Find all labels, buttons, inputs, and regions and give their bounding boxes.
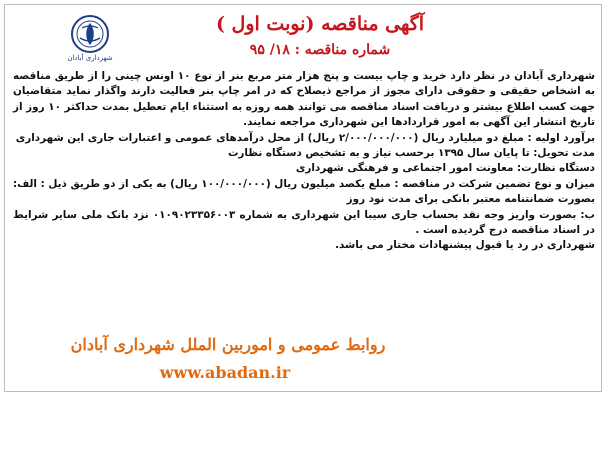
rights-reserved: شهرداری در رد یا قبول پیشنهادات مختار می باشد. [335, 239, 595, 252]
initial-estimate: برآورد اولیه : مبلغ دو میلیارد ریال (۲/۰۰۰/۰۰۰/۰۰۰ ریال) از محل درآمدهای عمومی و اعتبارات جاری این شهرداری [15, 131, 595, 144]
municipality-logo [59, 14, 121, 70]
intro-paragraph: شهرداری آبادان در نظر دارد خرید و چاپ بیست و پنج هزار متر مربع بنر از نوع ۱۰ اونس چینی را از طریق مناقصه به اشخاص حقیقی و حقوقی دارای مجوز از مراجع ذیصلاح که در امر چاپ بنر فعالیت دارند واگذار نماید متقاضیان جهت کسب اطلاع بیشتر و دریافت اسناد مناقصه می توانند همه روزه به استثناء ایام تعطیل بمدت حداکثر ۱۰ روز از تاریخ انتشار این آگهی به امور قراردادها این شهرداری مراجعه نمایند. [13, 70, 596, 129]
tender-body [13, 69, 595, 254]
tender-number: شماره مناقصه : ۱۸/ ۹۵ [249, 42, 391, 58]
tender-advertisement [4, 4, 602, 392]
guarantee-terms: میزان و نوع تضمین شرکت در مناقصه : مبلغ یکصد میلیون ریال (۱۰۰/۰۰۰/۰۰۰ ریال) به یکی از دو طریق ذیل : الف: بصورت ضمانتنامه معتبر بانکی برای مدت نود روز [12, 177, 595, 206]
cash-deposit-terms: ب: بصورت واریز وجه نقد بحساب جاری سیبا این شهرداری به شماره ۰۱۰۹۰۲۳۳۵۶۰۰۳ نزد بانک ملی سایر شرایط در اسناد مناقصه درج گردیده است . [13, 208, 595, 237]
page-title: آگهی مناقصه (نوبت اول ) [215, 13, 425, 35]
municipality-emblem-icon [70, 14, 110, 54]
website-link[interactable]: www.abadan.ir [159, 363, 291, 382]
delivery-period: مدت تحویل: تا پایان سال ۱۳۹۵ برحسب نیاز و به تشخیص دستگاه نظارت [227, 147, 595, 160]
public-relations-signature: روابط عمومی و اموربین الملل شهرداری آبادان [70, 335, 386, 354]
supervising-body: دستگاه نظارت: معاونت امور اجتماعی و فرهنگی شهرداری [295, 162, 595, 175]
logo-caption: شهرداری آبادان [67, 54, 113, 62]
